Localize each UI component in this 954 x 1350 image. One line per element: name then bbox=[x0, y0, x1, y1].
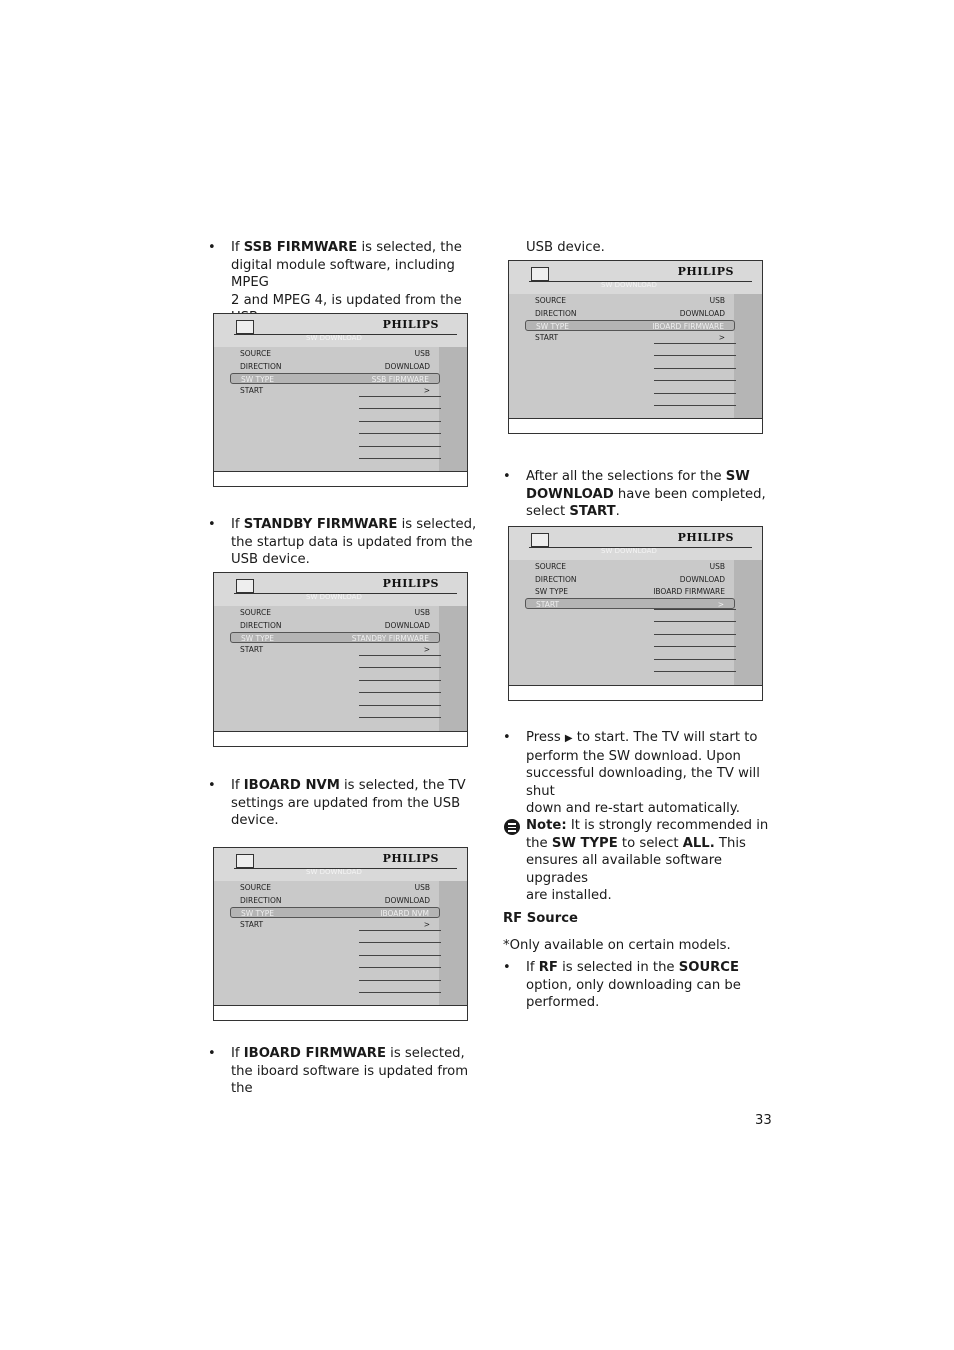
menu-empty-slot-line bbox=[359, 692, 441, 693]
menu-row-direction bbox=[240, 620, 430, 631]
menu-row-label: SW TYPE bbox=[535, 587, 568, 596]
paragraph-rf: If RF is selected in the SOURCE option, only downloading can be performed. bbox=[526, 960, 741, 1011]
tv-icon bbox=[531, 533, 549, 547]
menu-title: SW DOWNLOAD bbox=[601, 547, 657, 555]
bullet-dot: • bbox=[208, 240, 216, 255]
menu-row-direction bbox=[240, 361, 430, 372]
menu-scroll-column bbox=[734, 294, 762, 419]
menu-title: SW DOWNLOAD bbox=[306, 334, 362, 342]
menu-empty-slot-line bbox=[359, 992, 441, 993]
menu-row-sw-type bbox=[230, 632, 440, 643]
tv-icon bbox=[236, 854, 254, 868]
menu-title: SW DOWNLOAD bbox=[601, 281, 657, 289]
continued-text: USB device. bbox=[526, 240, 605, 255]
menu-row-label: START bbox=[240, 645, 264, 654]
tv-icon bbox=[236, 320, 254, 334]
menu-empty-slot-line bbox=[359, 655, 441, 656]
menu-empty-slot-line bbox=[359, 680, 441, 681]
menu-empty-slot-line bbox=[359, 667, 441, 668]
menu-row-value: DOWNLOAD bbox=[384, 620, 430, 630]
menu-empty-slot-line bbox=[359, 980, 441, 981]
rf-source-heading: RF Source bbox=[503, 911, 578, 926]
menu-row-value: > bbox=[423, 386, 430, 395]
menu-row-value: DOWNLOAD bbox=[679, 308, 725, 318]
menu-row-label: SW TYPE bbox=[241, 634, 274, 643]
menu-row-label: SW TYPE bbox=[241, 375, 274, 384]
bullet-dot: • bbox=[503, 469, 511, 484]
tv-menu-screen-standby bbox=[213, 572, 468, 747]
note-paragraph: Note: It is strongly recommended in the SW TYPE to select ALL. This ensures all available software upgrades are installed. bbox=[526, 818, 769, 904]
menu-scroll-column bbox=[439, 881, 467, 1006]
menu-row-start bbox=[240, 644, 430, 655]
menu-row-label: DIRECTION bbox=[240, 895, 282, 905]
menu-row-value: USB bbox=[414, 349, 430, 358]
menu-empty-slot-line bbox=[359, 955, 441, 956]
menu-row-value: DOWNLOAD bbox=[679, 574, 725, 584]
menu-row-start bbox=[525, 598, 735, 609]
paragraph-press-start: Press ▶ to start. The TV will start to perform the SW download. Upon successful downloading, the TV will shut down and re-start automatically. bbox=[526, 730, 760, 817]
page-number: 33 bbox=[755, 1113, 772, 1128]
menu-row-label: SOURCE bbox=[535, 296, 566, 305]
menu-row-value: IBOARD NVM bbox=[380, 909, 429, 918]
menu-empty-slot-line bbox=[654, 405, 736, 406]
menu-row-value: > bbox=[718, 333, 725, 342]
menu-title: SW DOWNLOAD bbox=[306, 593, 362, 601]
menu-footer bbox=[509, 685, 762, 700]
menu-title: SW DOWNLOAD bbox=[306, 868, 362, 876]
menu-row-value: STANDBY FIRMWARE bbox=[351, 634, 429, 643]
menu-row-label: DIRECTION bbox=[240, 620, 282, 630]
menu-row-value: SSB FIRMWARE bbox=[371, 375, 429, 384]
menu-empty-slot-line bbox=[654, 634, 736, 635]
menu-row-value: > bbox=[423, 645, 430, 654]
menu-row-label: START bbox=[535, 333, 559, 342]
menu-row-value: IBOARD FIRMWARE bbox=[653, 587, 725, 596]
tv-menu-screen-start bbox=[508, 526, 763, 701]
tv-icon bbox=[531, 267, 549, 281]
philips-logo: PHILIPS bbox=[677, 531, 734, 544]
menu-empty-slot-line bbox=[654, 646, 736, 647]
menu-scroll-column bbox=[439, 347, 467, 472]
paragraph-after-selections: After all the selections for the SW DOWNLOAD have been completed, select START. bbox=[526, 469, 766, 520]
menu-row-direction bbox=[240, 895, 430, 906]
philips-logo: PHILIPS bbox=[677, 265, 734, 278]
menu-empty-slot-line bbox=[359, 930, 441, 931]
menu-empty-slot-line bbox=[359, 705, 441, 706]
play-arrow-icon: ▶ bbox=[564, 733, 573, 744]
bullet-dot: • bbox=[503, 960, 511, 975]
menu-row-sw-type bbox=[525, 320, 735, 331]
bullet-dot: • bbox=[208, 778, 216, 793]
menu-row-label: DIRECTION bbox=[240, 361, 282, 371]
menu-row-label: SW TYPE bbox=[241, 909, 274, 918]
menu-row-label: SOURCE bbox=[535, 562, 566, 571]
menu-row-label: SW TYPE bbox=[536, 322, 569, 331]
menu-row-value: USB bbox=[709, 562, 725, 571]
menu-row-source bbox=[240, 607, 430, 618]
menu-empty-slot-line bbox=[654, 609, 736, 610]
menu-row-sw-type bbox=[230, 373, 440, 384]
menu-row-label: SOURCE bbox=[240, 349, 271, 358]
menu-row-source bbox=[240, 348, 430, 359]
tv-icon bbox=[236, 579, 254, 593]
menu-row-start bbox=[240, 919, 430, 930]
menu-row-value: > bbox=[717, 600, 724, 609]
menu-row-start bbox=[240, 385, 430, 396]
menu-empty-slot-line bbox=[359, 446, 441, 447]
menu-empty-slot-line bbox=[654, 380, 736, 381]
menu-row-value: DOWNLOAD bbox=[384, 895, 430, 905]
note-icon bbox=[504, 819, 520, 835]
menu-row-label: START bbox=[240, 920, 264, 929]
menu-empty-slot-line bbox=[654, 671, 736, 672]
paragraph-ssb-firmware: If SSB FIRMWARE is selected, the digital module software, including MPEG 2 and MPEG 4, is updated from the bbox=[231, 240, 462, 308]
rf-availability-note: *Only available on certain models. bbox=[503, 938, 731, 953]
menu-footer bbox=[214, 1005, 467, 1020]
philips-logo: PHILIPS bbox=[382, 577, 439, 590]
menu-empty-slot-line bbox=[359, 967, 441, 968]
menu-row-label: START bbox=[240, 386, 264, 395]
menu-row-label: SOURCE bbox=[240, 883, 271, 892]
menu-row-value: DOWNLOAD bbox=[384, 361, 430, 371]
menu-row-direction bbox=[535, 308, 725, 319]
menu-row-label: DIRECTION bbox=[535, 308, 577, 318]
tv-menu-screen-iboard-nvm bbox=[213, 847, 468, 1021]
paragraph-iboard-nvm: If IBOARD NVM is selected, the TV settings are updated from the USB device. bbox=[231, 778, 466, 829]
menu-row-label: START bbox=[536, 600, 560, 609]
menu-footer bbox=[509, 418, 762, 433]
menu-row-source bbox=[535, 561, 725, 572]
menu-empty-slot-line bbox=[359, 433, 441, 434]
menu-footer bbox=[214, 731, 467, 746]
menu-empty-slot-line bbox=[359, 421, 441, 422]
menu-row-source bbox=[240, 882, 430, 893]
menu-empty-slot-line bbox=[654, 393, 736, 394]
paragraph-iboard-firmware: If IBOARD FIRMWARE is selected, the iboard software is updated from the bbox=[231, 1046, 469, 1097]
menu-row-label: SOURCE bbox=[240, 608, 271, 617]
menu-row-source bbox=[535, 295, 725, 306]
menu-empty-slot-line bbox=[359, 942, 441, 943]
menu-row-start bbox=[535, 332, 725, 343]
menu-row-sw-type bbox=[230, 907, 440, 918]
philips-logo: PHILIPS bbox=[382, 852, 439, 865]
menu-row-sw-type bbox=[535, 586, 725, 597]
menu-scroll-column bbox=[439, 606, 467, 732]
menu-row-value: IBOARD FIRMWARE bbox=[652, 322, 724, 331]
menu-row-direction bbox=[535, 574, 725, 585]
tv-menu-screen-iboard-firmware bbox=[508, 260, 763, 434]
menu-empty-slot-line bbox=[654, 368, 736, 369]
menu-row-value: USB bbox=[414, 883, 430, 892]
bullet-dot: • bbox=[208, 517, 216, 532]
menu-row-value: USB bbox=[709, 296, 725, 305]
menu-empty-slot-line bbox=[654, 659, 736, 660]
menu-footer bbox=[214, 471, 467, 486]
menu-empty-slot-line bbox=[654, 343, 736, 344]
menu-empty-slot-line bbox=[654, 355, 736, 356]
menu-row-value: USB bbox=[414, 608, 430, 617]
bullet-dot: • bbox=[503, 730, 511, 745]
menu-row-label: DIRECTION bbox=[535, 574, 577, 584]
menu-empty-slot-line bbox=[359, 396, 441, 397]
menu-scroll-column bbox=[734, 560, 762, 686]
paragraph-standby-firmware: If STANDBY FIRMWARE is selected, the startup data is updated from the USB device. bbox=[231, 517, 477, 568]
bullet-dot: • bbox=[208, 1046, 216, 1061]
menu-empty-slot-line bbox=[359, 458, 441, 459]
menu-empty-slot-line bbox=[359, 717, 441, 718]
tv-menu-screen-ssb bbox=[213, 313, 468, 487]
menu-row-value: > bbox=[423, 920, 430, 929]
menu-empty-slot-line bbox=[654, 621, 736, 622]
philips-logo: PHILIPS bbox=[382, 318, 439, 331]
menu-empty-slot-line bbox=[359, 408, 441, 409]
